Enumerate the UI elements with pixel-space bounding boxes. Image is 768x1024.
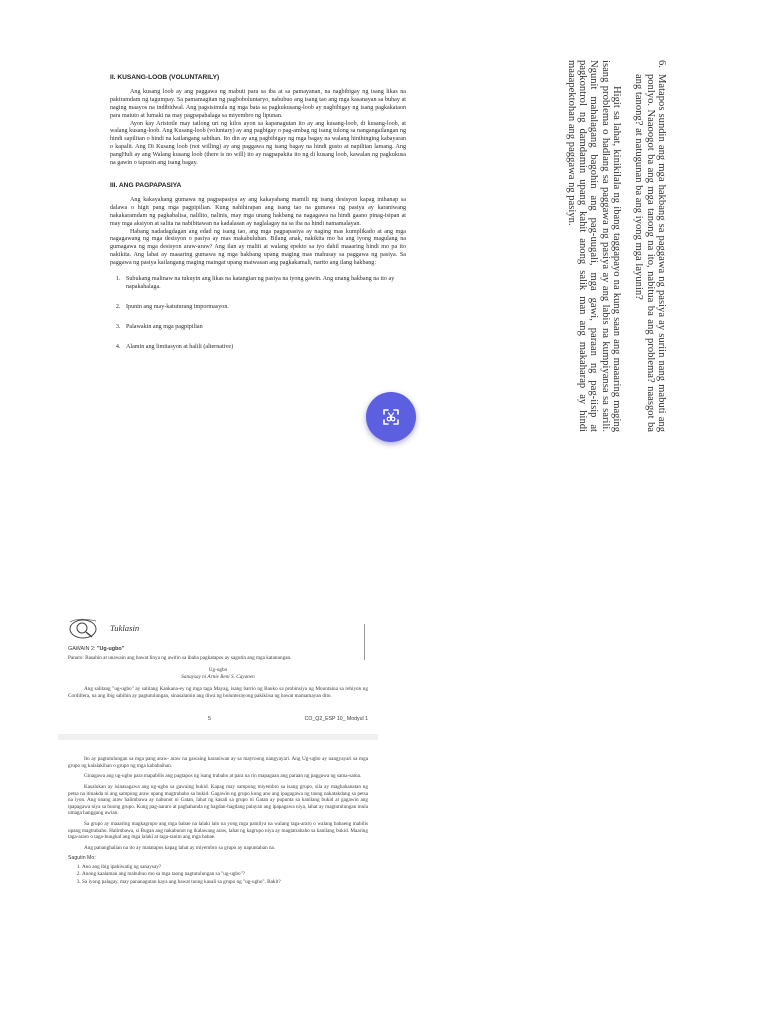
list-item: 3. Sa iyong palagay, may pananagutan kaya ang bawat taong kasali sa grupo ng "ug-ugbo". Bakit? (82, 879, 368, 886)
magnifier-logo-icon (68, 616, 102, 640)
list-item: 3. Palawakin ang mga pagpipilian (122, 324, 406, 332)
questions-list (68, 864, 368, 886)
section-kusang-loob (110, 74, 406, 168)
page-footer (68, 716, 368, 723)
list-item: 2. Anong kaalaman ang mabubuo mo sa mga taong nagtutulungan sa "ug-ugbo"? (82, 871, 368, 878)
gawain-label: GAWAIN 2: (68, 646, 96, 652)
main-text-column (110, 74, 406, 366)
page-separator (58, 734, 378, 740)
paragraph: Ang kakayahang gumawa ng pagpapasiya ay ang kakayahang mamili ng isang desisyon kapag inihanap sa dalawa o higit pang mga pagpipilian. Kung nahihirapan ang isang tao na gumawa ng pasiya ay karaniwang nakakaramdam ng pagkabalisa, nalilito, nalinis, may mga unang hakbang na nagagawa na hindi gaano pinag-isipan at may mga aksiyon at salita na nabibitawan na kadalasan ay naglalagay na sa iba na hindi namamalayan. (110, 196, 406, 227)
paragraph: Habang nadadagdagan ang edad ng isang tao, ang mga pagpapasiya ay naging mas kumplikado at ang mga nagagawang ng mga desisyon o pasiya ay mas makabuluhan. Bilang anak, nakikita mo ba ang iyong magulang na gumagawa ng mga desisyon araw-araw? Ang ilan ay maliit at walang epekto sa iyo dahil maaaring hindi mo pa ito nakikita. Ang lahat ay maaaring gumawa ng mga hakbang upang maging mas mahusay sa paggawa ng pasiya. Sa paggawa ng pasiya kailangang maging maingat upang maiwasan ang pagkakamali, narito ang ilang hakbang: (110, 228, 406, 267)
paragraph: Ang kusang loob ay ang paggawa ng mabuti para sa iba at sa pamayanan, na nagbibigay ng isang likas na pakiramdam ng tagumpay. Sa pamamagitan ng pagboboluntaryo, nabubuo ang isang tao ang mga kasanayan sa buhay at naging maayos na indibidwal. Ang pagsisimula ng mga bata sa pagkukusang-loob ay nagbibigay ng isang pagkakataon para matuto at lumaki na may pagpapahalaga sa miyembro ng lipunan. (110, 88, 406, 119)
paragraph: Kasalukan ay isinasagawa ang ug-ugbo sa gawaing bukid. Kapag may sampung miyembro sa isang grupo, sila ay maghahanatan ng petsa na itinakda ni ang sampung araw upang magtrabaho sa bukid. Gagawin ng grupo kung ano ang ipagagawa ng taong nakatakdang sa petsa na iyon. Ang unang araw halimbawa ay nabunot ni Gatan, lahat ng kasali sa grupo ni Gatan ay pupunta sa kanilang bukid at gagawin ang ipapagawa niya sa buong grupo. Kung pag-aararo at paghahanda ng hagdan-hagdang palayan ang ipapagawa niya, lahat ay magtutulungan mula umaga hanggang uwian. (68, 783, 368, 817)
question-item (633, 60, 667, 432)
document-page-bottom (68, 606, 368, 1024)
page-number: 5 (208, 715, 211, 722)
paragraph: Ayon kay Aristotle may tatlong uri ng kilos ayon sa kapanagutan ito ay ang kusang-loob, di kusang-loob, at walang kusang-loob. Ang Kusang-loob (voluntary) ay ang pagbigay o pag-ambag ng isang tulong sa nangangailangan ng hindi sapilitan o hindi na kailangang sabihan. Ito din ay ang pagbibigay ng mga bagay na walang hinihinging kabayaran o kapalit. Ang Di Kusang loob (not willing) ay ang paggawa ng isang bagay na hindi gusto at napilitan lamang. Ang pangHuli ay ang Walang kusang loob (there is no will) ito ay nagpapakita ito ng di kusang loob, kawalan ng pagkukusa na gawin o tapusin ang isang bagay. (110, 120, 406, 167)
paragraph: Higit sa lahat, kinikilala ng ibang taggapayo na kung saan ang maaaring maging isang problema o hadlang sa paggawa ng pasiya ay ang labis na kumpiyansa sa sarili. Ngunit mahalagang bagohin ang pag-uugali, mga gawi, paraan ng pag-iisip at pagkontrol ng damdamin upang kahit anong salik man ang makaharap ay hindi maaapektohan ang paggawa ng pasiyn. (565, 60, 623, 432)
scan-floating-button[interactable] (366, 392, 416, 442)
gawain-line (68, 646, 368, 653)
tuklasin-header (68, 616, 368, 640)
paragraph: Ginagawa ang ug-ugbo para mapabilis ang pagtapos ng isang trabaho at para na rin mapagaan ang paraan ng paggawa ng sama-sama. (84, 773, 362, 780)
page-two-content (68, 756, 368, 886)
section-heading: II. KUSANG-LOOB (VOLUNTARILY) (110, 74, 220, 81)
list-item: 2. Ipunin ang may-katuturang impormasyon. (122, 304, 406, 312)
list-item: 1. Subukang malinaw na tukuyin ang likas na katangian ng pasiya na iyong gawin. Ang unang hakbang na ito ay napakahalaga. (122, 276, 406, 292)
gawain-title: "Ug-ugbo" (96, 646, 125, 652)
question-text: Matapos sundin ang mga hakbang sa paggawa ng pasiya ay suriin nang mabuti ang ponlyo. Naaoogot ba ang mga tanong na ito, nabitua ba ang problema? naasgot ba ang tanong? at natugunan ba ang iyong mga layunin? (633, 73, 667, 432)
paragraph: Ang pananghalian na ito ay matatapos kapag lahat ay miyembro sa grupo ay napuntahan na. (84, 844, 276, 851)
poem-author: Sanaysay ni Arnie Reni S. Cayanen (181, 673, 255, 680)
poem-title: Ug-ugbo (208, 667, 228, 674)
steps-list (110, 276, 406, 352)
panuto-text: Panuto: Basahin at unawain ang bawat linya ng awitin sa ibaba pagkatapos ay sagutin ang mga katanungan. (68, 654, 292, 661)
question-number: 6. (656, 60, 667, 68)
divider (364, 624, 365, 660)
section-heading: III. ANG PAGPAPASIYA (110, 181, 182, 189)
section-pagpapasiya (110, 182, 406, 352)
rotated-text-block (503, 60, 667, 432)
scissors-icon (381, 407, 401, 427)
tuklasin-title: Tuklasin (110, 622, 140, 633)
list-item: 4. Alamin ang limitasyon at halili (alternative) (122, 344, 406, 352)
paragraph: Ang salitang "ug-ugbo" ay salitang Kankana-ey ng mga taga Mayag, isang barrio ng Bauko sa probinsiya ng Mountaina sa rehiyon ng Cordillera, na ang ibig sabihin ay pagtutulungan, sinasalamin ang diwa ng bolunterayong pakikiisa ng bawat mamamayan dito. (68, 686, 368, 699)
module-code: CO_Q2_ESP 10_ Modyul 1 (304, 715, 368, 722)
sagutin-label: Sagutin Mo: (68, 855, 96, 862)
paragraph: Sa grupo ay maaaring magkagrupo ang mga babae na lalaki lalo na yong mga pamilya na walang taga-ararо o walang babaeng mabilis upang magtrabaho. Halimbawa, si Bugan ang nakabunot ng ikalawang araw, lahat ng kagrupo niya ay magtatrabaho sa kanilang bukid. Maaring taga-ararо o taga-bungkal ang mga lalaki at taga-tanim ang mga babae. (68, 820, 368, 841)
list-item: 1. Ano ang ibig ipahiwatig ng sanaysay? (82, 864, 368, 871)
paragraph: Ito ay pagtutulungan sa mga pang araw- araw na gawaing karaniwan ay sa mayroong nangyayari. Ang Ug-ugbo ay nangyayari sa mga grupo ng kalalakihan o grupo ng mga kababaihan. (68, 756, 368, 769)
